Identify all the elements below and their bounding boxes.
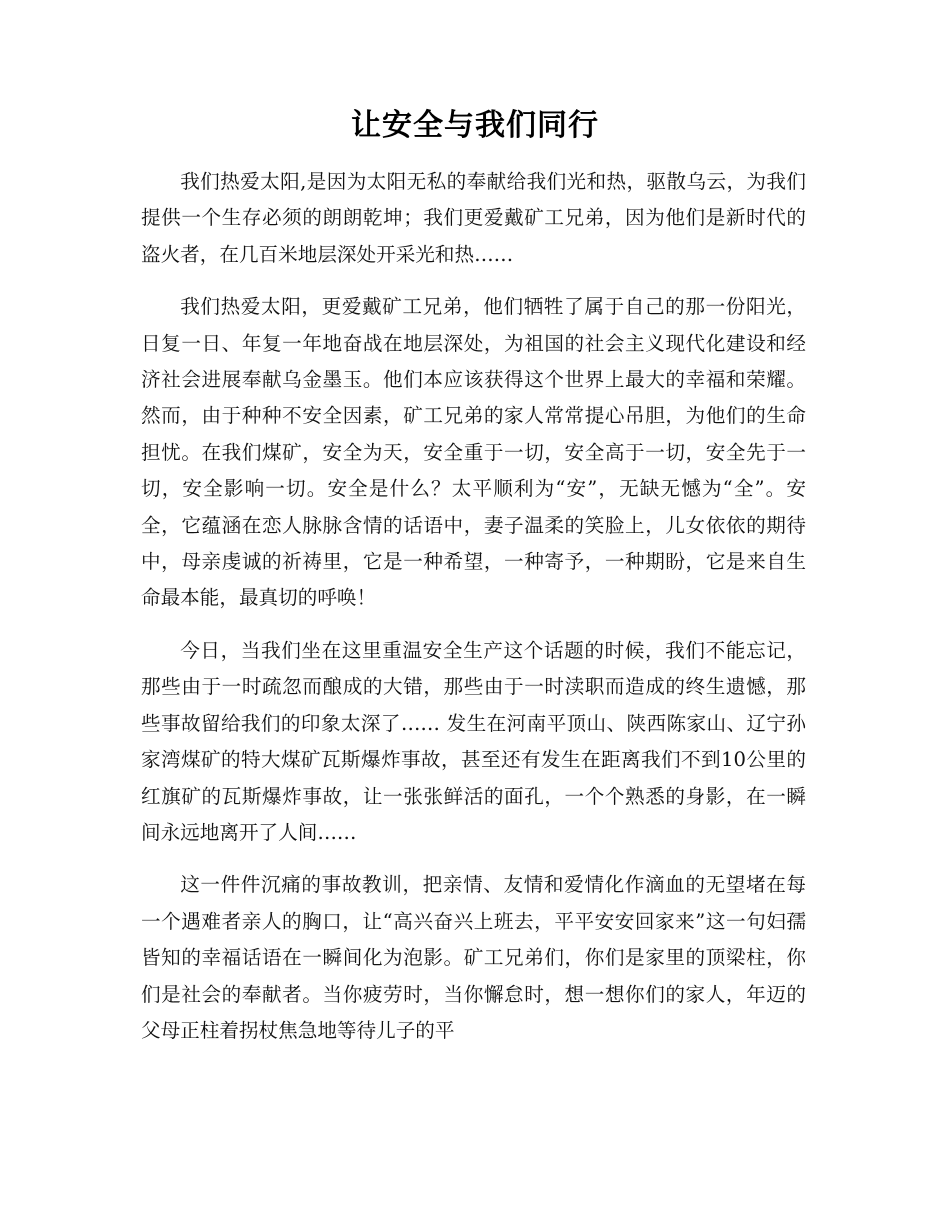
paragraph-1: 我们热爱太阳,是因为太阳无私的奉献给我们光和热，驱散乌云，为我们提供一个生存必须的朗朗乾坤；我们更爱戴矿工兄弟，因为他们是新时代的盗火者，在几百米地层深处开采光和热……	[141, 170, 806, 266]
paragraph-2: 我们热爱太阳，更爱戴矿工兄弟，他们牺牲了属于自己的那一份阳光，日复一日、年复一年地奋战在地层深处，为祖国的社会主义现代化建设和经济社会进展奉献乌金墨玉。他们本应该获得这个世界上最大的幸福和荣耀。然而，由于种种不安全因素，矿工兄弟的家人常常提心吊胆，为他们的生命担忧。在我们煤矿，安全为天，安全重于一切，安全高于一切，安全先于一切，安全影响一切。安全是什么？太平顺利为“安”，无缺无憾为“全”。安全，它蕴涵在恋人脉脉含情的话语中，妻子温柔的笑脸上，儿女依依的期待中，母亲虔诚的祈祷里，它是一种希望，一种寄予，一种期盼，它是来自生命最本能，最真切的呼唤！	[141, 295, 806, 610]
paragraph-4: 这一件件沉痛的事故教训，把亲情、友情和爱情化作滴血的无望堵在每一个遇难者亲人的胸口，让“高兴奋兴上班去，平平安安回家来”这一句妇孺皆知的幸福话语在一瞬间化为泡影。矿工兄弟们，你们是家里的顶梁柱，你们是社会的奉献者。当你疲劳时，当你懈怠时，想一想你们的家人，年迈的父母正柱着拐杖焦急地等待儿子的平	[141, 873, 806, 1042]
document-body	[141, 164, 806, 1065]
document-title: 让安全与我们同行	[351, 108, 599, 143]
paragraph-3: 今日，当我们坐在这里重温安全生产这个话题的时候，我们不能忘记，那些由于一时疏忽而酿成的大错，那些由于一时渎职而造成的终生遗憾，那些事故留给我们的印象太深了…… 发生在河南平顶山、陕西陈家山、辽宁孙家湾煤矿的特大煤矿瓦斯爆炸事故，甚至还有发生在距离我们不到10公里的红旗矿的瓦斯爆炸事故，让一张张鲜活的面孔，一个个熟悉的身影，在一瞬间永远地离开了人间……	[141, 638, 806, 844]
